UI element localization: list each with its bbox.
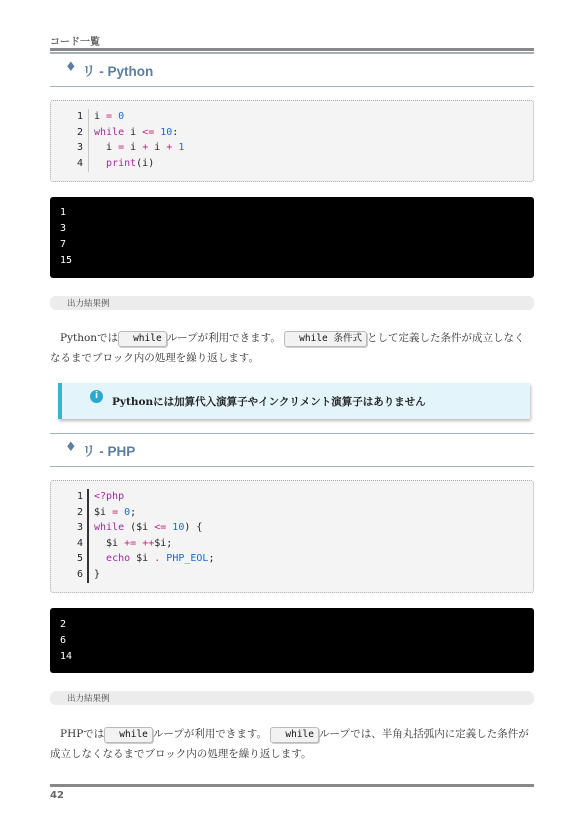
gutter-divider (87, 489, 89, 505)
para-text: として定義した条件が成立しなくなるまでブロック内の処理を繰り返します。 (50, 332, 525, 364)
code-text: while ($i <= 10) { (94, 522, 203, 533)
code-text: i = i + i + 1 (94, 142, 185, 153)
caption-text: 出力結果例 (67, 694, 110, 704)
code-text: i = 0 (94, 111, 125, 122)
gutter-divider (87, 505, 89, 521)
php-output-block (50, 608, 534, 673)
inline-code-while-condition: while 条件式 (284, 331, 367, 347)
para-text: PHPでは (60, 728, 105, 740)
code-line (51, 109, 533, 125)
footer-rule (50, 784, 534, 787)
code-line (51, 567, 533, 583)
python-output-caption (50, 296, 534, 310)
gutter-divider (88, 125, 89, 141)
diamond-icon: ♦ (65, 60, 77, 75)
page-number: 42 (50, 790, 64, 801)
diamond-icon: ♦ (65, 440, 77, 455)
output-line: 3 (60, 223, 67, 234)
gutter-divider (87, 567, 89, 583)
code-line (51, 156, 533, 172)
section-title-text: リ - PHP (82, 444, 136, 459)
code-line (51, 140, 533, 156)
code-line (51, 125, 533, 141)
info-note (58, 383, 530, 419)
gutter-divider (87, 520, 89, 536)
code-text: <?php (94, 491, 125, 502)
code-text: while i <= 10: (94, 126, 179, 138)
line-number: 5 (76, 553, 83, 564)
line-number: 2 (76, 506, 83, 518)
running-head: コード一覧 (50, 37, 100, 48)
line-number: 4 (76, 157, 83, 169)
python-paragraph (50, 328, 534, 368)
gutter-divider (87, 551, 89, 567)
line-number: 1 (76, 491, 83, 502)
para-text: ループでは、半角丸括弧内に定義した条件が成立しなくなるまでブロック内の処理を繰り返します。 (50, 728, 529, 760)
para-text: Pythonでは (60, 332, 119, 344)
code-line (51, 520, 533, 536)
output-line: 15 (60, 255, 73, 266)
gutter-divider (88, 109, 89, 125)
code-text: } (94, 568, 101, 580)
para-text: ループが利用できます。 (152, 728, 268, 740)
para-text: ループが利用できます。 (166, 332, 281, 344)
code-text: $i += ++$i; (94, 537, 173, 549)
gutter-divider (88, 140, 89, 156)
caption-text: 出力結果例 (67, 299, 110, 309)
php-section-title (50, 433, 534, 467)
line-number: 1 (76, 111, 83, 122)
output-line: 7 (60, 239, 67, 250)
output-line: 6 (60, 635, 67, 646)
header-rule (50, 48, 534, 51)
line-number: 6 (76, 568, 83, 580)
python-section-title (50, 53, 534, 87)
note-text: Pythonには加算代入演算子やインクリメント演算子はありません (112, 396, 426, 408)
code-text: print(i) (106, 157, 155, 169)
section-title-text: リ - Python (82, 64, 154, 79)
code-line (51, 536, 533, 552)
python-code-block (50, 100, 534, 182)
code-text: $i = 0; (94, 506, 137, 518)
gutter-divider (88, 156, 89, 172)
inline-code-while: while (118, 331, 167, 347)
code-line (51, 505, 533, 521)
code-text: echo $i . PHP_EOL; (106, 553, 215, 564)
python-output-block (50, 197, 534, 278)
php-paragraph (50, 724, 534, 764)
output-line: 1 (60, 207, 67, 218)
info-icon: i (90, 390, 103, 403)
php-code-block (50, 480, 534, 593)
output-line: 2 (60, 619, 67, 630)
inline-code-while: while (270, 727, 319, 743)
output-line: 14 (60, 651, 73, 662)
line-number: 3 (76, 142, 83, 153)
php-output-caption (50, 691, 534, 705)
line-number: 4 (76, 537, 83, 549)
code-line (51, 489, 533, 505)
inline-code-while: while (104, 727, 153, 743)
gutter-divider (87, 536, 89, 552)
line-number: 2 (76, 126, 83, 138)
code-line (51, 551, 533, 567)
line-number: 3 (76, 522, 83, 533)
